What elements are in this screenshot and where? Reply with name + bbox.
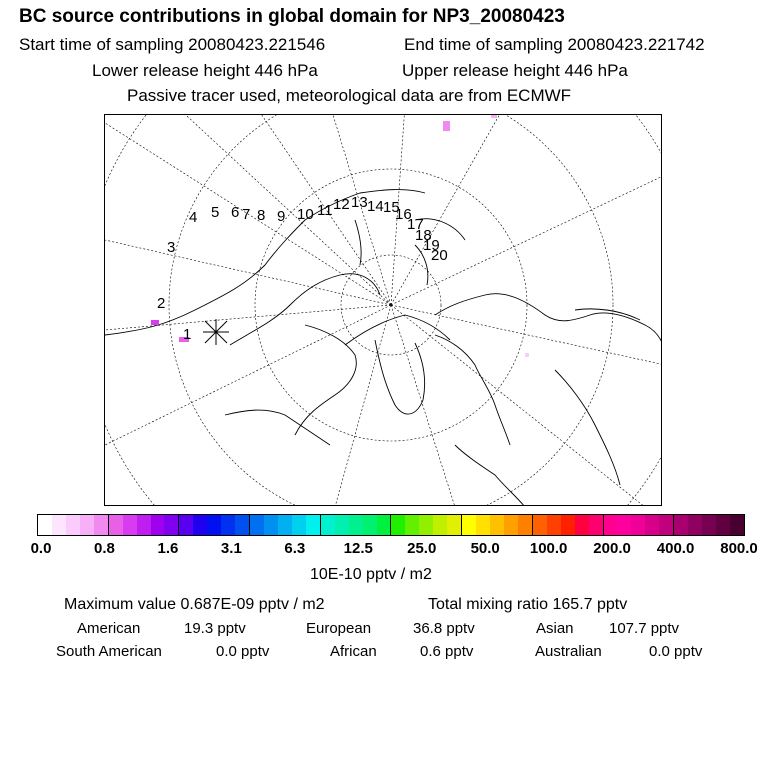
concentration-spot — [491, 115, 497, 118]
colorbar-cell — [589, 515, 603, 535]
colorbar-cell — [320, 515, 335, 535]
end-time: End time of sampling 20080423.221742 — [404, 35, 705, 54]
track-label: 5 — [211, 204, 220, 221]
colorbar — [37, 514, 745, 536]
colorbar-cell — [461, 515, 476, 535]
african-value: 0.6 pptv — [420, 643, 474, 660]
colorbar-cell — [137, 515, 151, 535]
south-american-label: South American — [56, 643, 162, 660]
colorbar-tick-label: 3.1 — [220, 540, 242, 557]
colorbar-cell — [164, 515, 178, 535]
colorbar-cell — [716, 515, 730, 535]
track-label: 9 — [277, 208, 286, 225]
colorbar-cell — [363, 515, 377, 535]
concentration-spot — [443, 121, 450, 131]
start-time: Start time of sampling 20080423.221546 — [19, 35, 326, 54]
colorbar-cell — [178, 515, 193, 535]
colorbar-cell — [377, 515, 391, 535]
colorbar-cell — [292, 515, 306, 535]
colorbar-cell — [335, 515, 349, 535]
colorbar-cell — [151, 515, 165, 535]
colorbar-cell — [532, 515, 547, 535]
track-label: 6 — [231, 204, 240, 221]
colorbar-cell — [433, 515, 447, 535]
colorbar-tick-label: 100.0 — [529, 540, 568, 557]
colorbar-cell — [123, 515, 137, 535]
colorbar-cell — [561, 515, 575, 535]
colorbar-cell — [518, 515, 532, 535]
colorbar-cell — [504, 515, 518, 535]
track-labels — [157, 194, 448, 343]
australian-label: Australian — [535, 643, 602, 660]
concentration-spot — [151, 320, 159, 325]
track-label: 19 — [423, 237, 440, 254]
colorbar-cell — [52, 515, 66, 535]
colorbar-cell — [405, 515, 419, 535]
concentration-spot — [525, 353, 529, 357]
colorbar-cell — [278, 515, 292, 535]
maximum-value: Maximum value 0.687E-09 pptv / m2 — [64, 596, 325, 613]
track-label: 1 — [183, 326, 192, 343]
latitude-circle — [169, 115, 613, 506]
colorbar-cell — [631, 515, 645, 535]
colorbar-cell — [490, 515, 504, 535]
upper-release-height: Upper release height 446 hPa — [402, 61, 628, 80]
colorbar-tick-label: 0.8 — [94, 540, 115, 557]
coastline — [435, 294, 662, 345]
track-label: 18 — [415, 227, 432, 244]
african-label: African — [330, 643, 377, 660]
colorbar-tick-label: 25.0 — [407, 540, 437, 557]
latitude-circle — [105, 115, 662, 506]
colorbar-cell — [249, 515, 264, 535]
colorbar-cell — [349, 515, 363, 535]
australian-value: 0.0 pptv — [649, 643, 703, 660]
colorbar-cell — [80, 515, 94, 535]
track-label: 16 — [395, 206, 412, 223]
track-label: 10 — [297, 206, 314, 223]
greenland-coast — [375, 340, 425, 414]
european-label: European — [306, 620, 372, 637]
track-label: 7 — [242, 206, 251, 223]
south-american-value: 0.0 pptv — [216, 643, 270, 660]
total-mixing-ratio: Total mixing ratio 165.7 pptv — [428, 596, 628, 613]
asian-value: 107.7 pptv — [609, 620, 680, 637]
colorbar-cell — [207, 515, 221, 535]
coastlines — [105, 190, 662, 506]
colorbar-tick-label: 0.0 — [30, 540, 52, 557]
colorbar-cell — [702, 515, 716, 535]
figure-title: BC source contributions in global domain for NP3_20080423 — [19, 6, 565, 27]
colorbar-tick-label: 1.6 — [157, 540, 179, 557]
colorbar-cell — [235, 515, 249, 535]
track-label: 13 — [351, 194, 368, 211]
release-point-marker — [203, 319, 229, 345]
meridian — [105, 305, 391, 330]
colorbar-cell — [688, 515, 702, 535]
colorbar-cell — [730, 515, 744, 535]
colorbar-cell — [108, 515, 123, 535]
coastline — [355, 220, 361, 265]
meridian — [105, 240, 391, 305]
coastline — [230, 274, 380, 345]
colorbar-tick-label: 12.5 — [343, 540, 373, 557]
coastline — [295, 325, 356, 435]
track-label: 8 — [257, 207, 266, 224]
colorbar-cell — [575, 515, 589, 535]
track-label: 12 — [333, 196, 350, 213]
colorbar-cell — [390, 515, 405, 535]
colorbar-tick-label: 50.0 — [470, 540, 500, 557]
track-label: 17 — [407, 216, 424, 233]
colorbar-cell — [645, 515, 659, 535]
meridian — [391, 305, 645, 506]
track-label: 4 — [189, 209, 198, 226]
colorbar-cell — [193, 515, 207, 535]
colorbar-tick-label: 400.0 — [656, 540, 695, 557]
meridian — [335, 305, 391, 506]
colorbar-units: 10E-10 pptv / m2 — [310, 566, 432, 583]
colorbar-cell — [306, 515, 320, 535]
colorbar-cell — [66, 515, 80, 535]
colorbar-cell — [547, 515, 561, 535]
coastline — [555, 370, 620, 485]
colorbar-cell — [419, 515, 433, 535]
colorbar-cell — [38, 515, 52, 535]
colorbar-cell — [476, 515, 490, 535]
colorbar-tick-label: 800.0 — [720, 540, 758, 557]
european-value: 36.8 pptv — [413, 620, 475, 637]
colorbar-cell — [617, 515, 631, 535]
track-label: 11 — [317, 202, 333, 219]
colorbar-tick-label: 200.0 — [593, 540, 631, 557]
american-value: 19.3 pptv — [184, 620, 246, 637]
asian-label: Asian — [536, 620, 574, 637]
graticule — [105, 115, 662, 506]
track-label: 20 — [431, 247, 448, 264]
track-label: 3 — [167, 239, 176, 256]
coastline — [455, 445, 525, 506]
colorbar-cell — [447, 515, 461, 535]
concentration-spots — [151, 115, 529, 357]
colorbar-cell — [264, 515, 278, 535]
coastline — [435, 335, 510, 445]
polar-map-svg — [105, 115, 662, 506]
track-label: 15 — [383, 199, 400, 216]
tracer-note: Passive tracer used, meteorological data are from ECMWF — [127, 86, 572, 105]
colorbar-cell — [221, 515, 235, 535]
colorbar-tick-label: 6.3 — [284, 540, 306, 557]
colorbar-cell — [659, 515, 673, 535]
track-label: 2 — [157, 295, 166, 312]
lower-release-height: Lower release height 446 hPa — [92, 61, 318, 80]
colorbar-cell — [603, 515, 618, 535]
colorbar-cell — [94, 515, 108, 535]
coastline — [225, 410, 330, 445]
track-label: 14 — [367, 198, 384, 215]
polar-map — [104, 114, 662, 506]
colorbar-cell — [673, 515, 688, 535]
american-label: American — [77, 620, 141, 637]
